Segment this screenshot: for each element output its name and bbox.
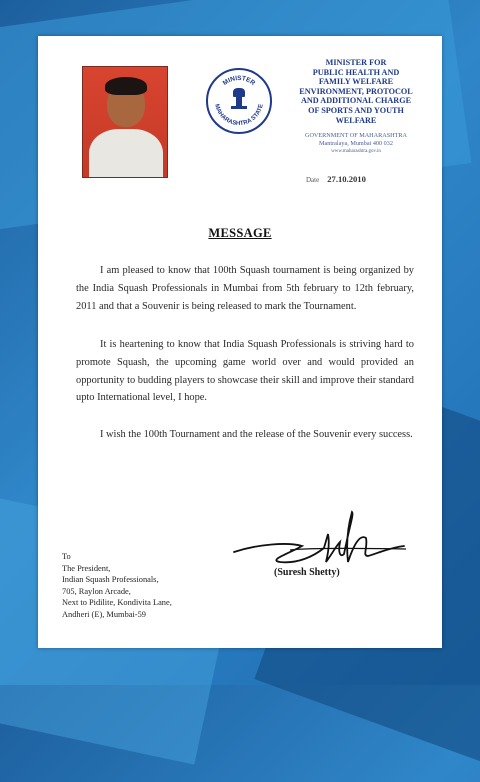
- national-emblem-icon: [231, 88, 247, 110]
- message-paragraph-2: It is heartening to know that India Squash Professionals is striving hard to promote Squash, the upcoming game world over and would provided an opportunity to budding players to showcase their skill and improve their standard upto International level, I hope.: [76, 339, 414, 404]
- letter-date: [306, 174, 366, 184]
- signatory-name: (Suresh Shetty): [274, 567, 340, 578]
- minister-seal-icon: [206, 68, 272, 134]
- message-title: MESSAGE: [208, 226, 272, 240]
- date-label: Date: [306, 176, 320, 184]
- svg-text:MINISTER: [222, 75, 257, 87]
- ministry-designation: MINISTER FOR PUBLIC HEALTH AND FAMILY WELFARE ENVIRONMENT, PROTOCOL AND ADDITIONAL CHARGE OF SPORTS AND YOUTH WELFARE: [299, 58, 413, 125]
- government-website: www.maharashtra.gov.in: [331, 149, 381, 154]
- seal-top-text: MINISTER: [221, 74, 257, 88]
- minister-photo: [82, 66, 168, 178]
- date-value: 27.10.2010: [327, 174, 366, 184]
- government-address: Mantralaya, Mumbai 400 032: [319, 140, 393, 147]
- letter-page: [38, 36, 442, 648]
- recipient-address: To The President, Indian Squash Professionals, 705, Raylon Arcade, Next to Pidilite, Kondivita Lane, Andheri (E), Mumbai-59: [62, 552, 172, 619]
- message-paragraph-3: I wish the 100th Tournament and the release of the Souvenir every success.: [100, 429, 413, 440]
- message-paragraph-1: I am pleased to know that 100th Squash tournament is being organized by the India Squash Professionals in Mumbai from 5th february to 12th february, 2011 and that a Souvenir is being released to mark the Tournament.: [76, 265, 414, 312]
- government-name: GOVERNMENT OF MAHARASHTRA: [305, 132, 407, 139]
- seal-bottom-text: MAHARASHTRA STATE: [213, 103, 265, 128]
- government-block: [278, 132, 434, 156]
